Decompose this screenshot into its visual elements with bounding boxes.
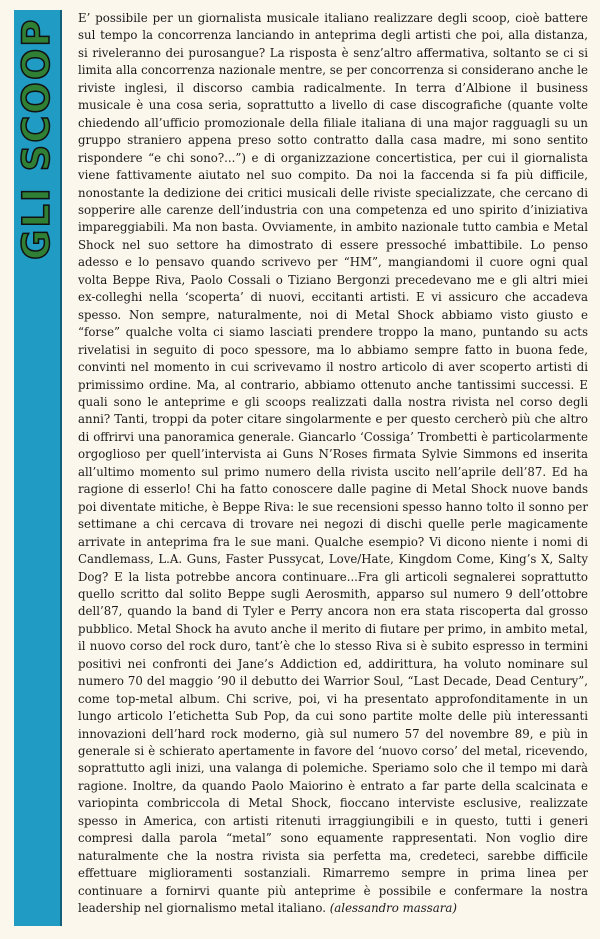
section-title: GLI SCOOP bbox=[15, 17, 58, 260]
article-text: E’ possibile per un giornalista musicale italiano realizzare degli scoop, cioè battere sul tempo la concorrenza lanciando in anteprima degli artisti che poi, alla distanza, si riveleranno dei purosangue? La risposta è senz’altro affermativa, soltanto se ci si limita alla concorrenza nazionale mentre, se per concorrenza si considerano anche le riviste inglesi, il discorso cambia radicalmente. In terra d’Albione il business musicale è una cosa seria, soprattutto a livello di case discografiche (quante volte chiedendo all’ufficio promozionale della filiale italiana di una major ragguagli su un gruppo straniero appena preso sotto contratto dalla casa madre, mi sono sentito rispondere “e chi sono?...”) e di organizzazione concertistica, per cui il giornalista viene fattivamente aiutato nel suo compito. Da noi la faccenda si fa più difficile, nonostante la dedizione dei critici musicali delle riviste specializzate, che cercano di sopperire alle carenze dell’industria con una competenza ed uno spirito d’iniziativa impareggiabili. Ma non basta. Ovviamente, in ambito nazionale tutto cambia e Metal Shock nel suo settore ha dimostrato di essere pressoché imbattibile. Lo penso adesso e lo pensavo quando scrivevo per “HM”, mangiandomi il cuore ogni qual volta Beppe Riva, Paolo Cossali o Tiziano Bergonzi precedevano me e gli altri miei ex-colleghi nella ‘scoperta’ di nuovi, eccitanti artisti. E vi assicuro che accadeva spesso. Non sempre, naturalmente, noi di Metal Shock abbiamo visto giusto e “forse” qualche volta ci siamo lasciati prendere troppo la mano, puntando su acts rivelatisi in seguito di poco spessore, ma lo abbiamo sempre fatto in buona fede, convinti nel momento in cui scrivevamo il nostro articolo di aver scoperto artisti di primissimo ordine. Ma, al contrario, abbiamo ottenuto anche tantissimi successi. E quali sono le anteprime e gli scoops realizzati dalla nostra rivista nel corso degli anni? Tanti, troppi da poter citare singolarmente e per questo cercherò più che altro di offrirvi una panoramica generale. Giancarlo ‘Cossiga’ Trombetti è particolarmente orgoglioso per quell’intervista ai Guns N’Roses firmata Sylvie Simmons ed inserita all’ultimo momento sul primo numero della rivista uscito nell’aprile dell’87. Ed ha ragione di esserlo! Chi ha fatto conoscere dalle pagine di Metal Shock nuove bands poi diventate mitiche, è Beppe Riva: le sue recensioni spesso hanno tolto il sonno per settimane a chi cercava di trovare nei negozi di dischi quelle perle magicamente arrivate in anteprima fra le sue mani. Qualche esempio? Vi dicono niente i nomi di Candlemass, L.A. Guns, Faster Pussycat, Love/Hate, Kingdom Come, King’s X, Salty Dog? E la lista potrebbe ancora continuare...Fra gli articoli segnalerei soprattutto quello scritto dal solito Beppe sugli Aerosmith, apparso sul numero 9 dell’ottobre dell’87, quando la band di Tyler e Perry ancora non era stata riscoperta dal grosso pubblico. Metal Shock ha avuto anche il merito di fiutare per primo, in ambito metal, il nuovo corso del rock duro, tant’è che lo stesso Riva si è subito espresso in termini positivi nei confronti dei Jane’s Addiction ed, addirittura, ha voluto nominare sul numero 70 del maggio ’90 il debutto dei Warrior Soul, “Last Decade, Dead Century”, come top-metal album. Chi scrive, poi, vi ha presentato approfonditamente in un lungo articolo l’etichetta Sub Pop, da cui sono partite molte delle più interessanti innovazioni dell’hard rock moderno, già sul numero 57 del novembre 89, e più in generale si è schierato apertamente in favore del ‘nuovo corso’ del metal, ricevendo, soprattutto agli inizi, una valanga di polemiche. Speriamo solo che il tempo mi darà ragione. Inoltre, da quando Paolo Maiorino è entrato a far parte della scalcinata e variopinta combriccola di Metal Shock, fioccano interviste esclusive, realizzate spesso in America, con artisti ritenuti irraggiungibili e in questo, tutti i generi compresi dalla parola “metal” sono equamente rappresentati. Non voglio dire naturalmente che la nostra rivista sia perfetta ma, credeteci, sarebbe difficile effettuare miglioramenti sostanziali. Rimarremo sempre in prima linea per continuare a fornirvi quante più anteprime è possibile e confermare la nostra leadership nel giornalismo metal italiano. bbox=[78, 11, 588, 916]
section-sidebar bbox=[14, 10, 62, 926]
article-body bbox=[74, 10, 590, 930]
author-signature: (alessandro massara) bbox=[329, 901, 458, 916]
